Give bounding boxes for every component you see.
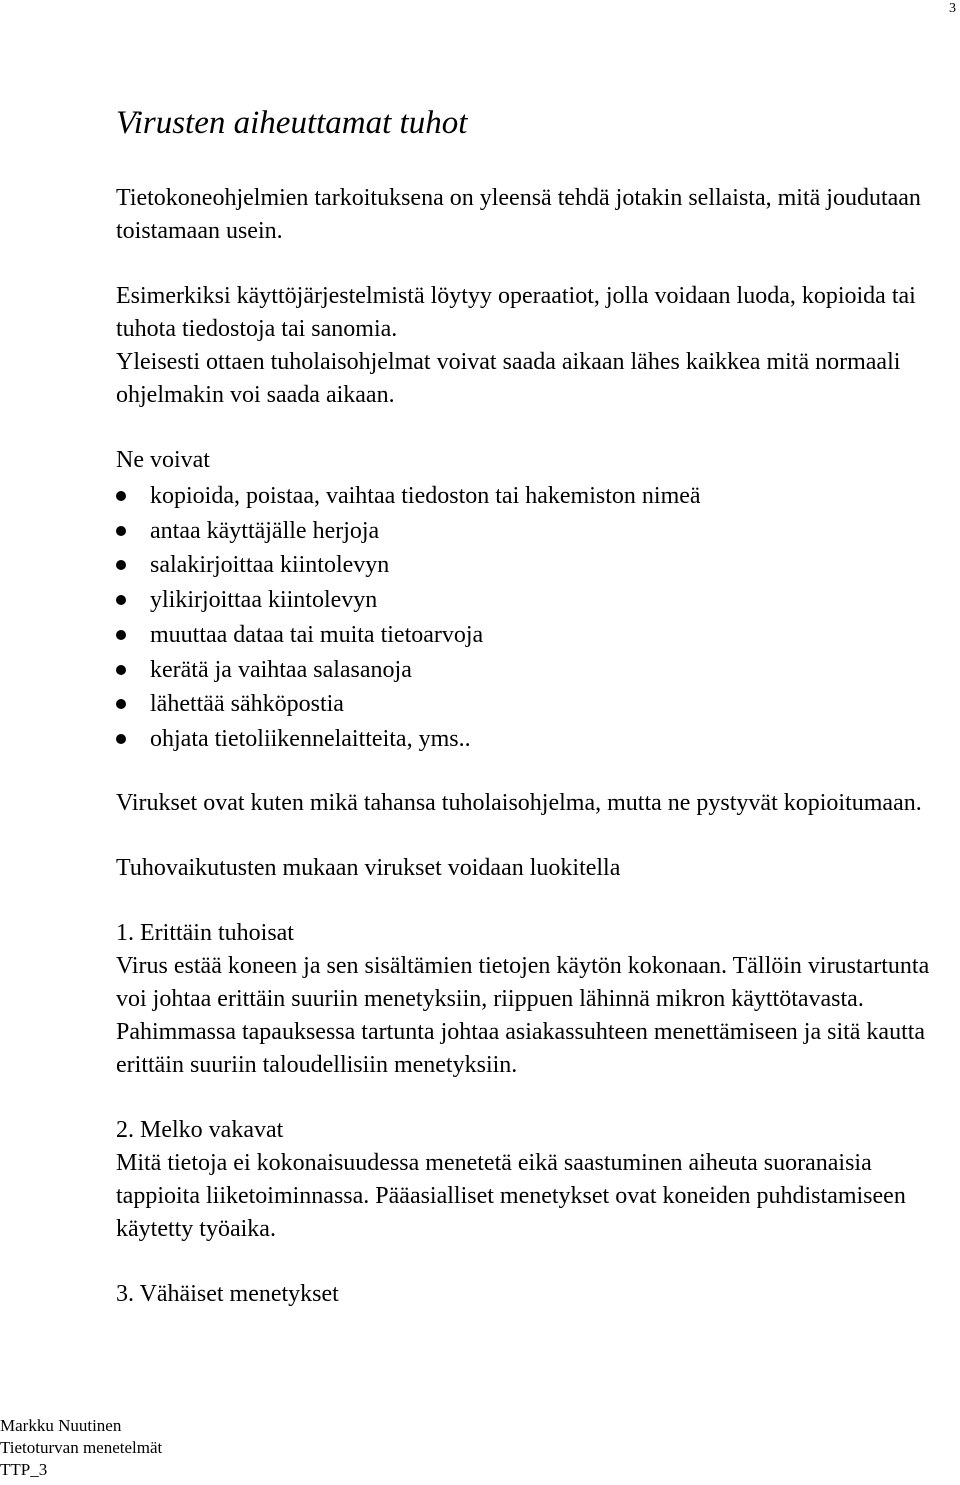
page-number: 3 [949,1,956,16]
class2-heading: 2. Melko vakavat [116,1116,284,1143]
bullet-icon [116,526,126,536]
bullet-icon [116,560,126,570]
list-item: kerätä ja vaihtaa salasanoja [116,653,946,688]
list-item: ohjata tietoliikennelaitteita, yms.. [116,722,946,757]
bullet-icon [116,491,126,501]
list-item: antaa käyttäjälle herjoja [116,514,946,549]
list-intro: Ne voivat [116,447,210,473]
footer-author: Markku Nuutinen [0,1416,122,1435]
bullet-icon [116,630,126,640]
bullet-icon [116,699,126,709]
list-item: lähettää sähköpostia [116,687,946,722]
bullet-icon [116,734,126,744]
class2-text: Mitä tietoja ei kokonaisuudessa menetetä eikä saastuminen aiheuta suoranaisia tappioita liiketoiminnassa. Pääasialliset menetykset ovat koneiden puhdistamiseen käytetty työaika. [116,1149,906,1242]
paragraph-viruses: Virukset ovat kuten mikä tahansa tuholaisohjelma, mutta ne pystyvät kopioitumaan. [116,789,922,816]
paragraph-examples: Esimerkiksi käyttöjärjestelmistä löytyy operaatiot, jolla voidaan luoda, kopioida tai tuhota tiedostoja tai sanomia. [116,283,916,342]
page-footer [0,1415,162,1481]
paragraph-intro: Tietokoneohjelmien tarkoituksena on yleensä tehdä jotakin sellaista, mitä joudutaan toistamaan usein. [116,185,921,244]
document-body [116,102,946,1311]
paragraph-general: Yleisesti ottaen tuholaisohjelmat voivat saada aikaan lähes kaikkea mitä normaali ohjelmakin voi saada aikaan. [116,349,901,408]
class1-text: Virus estää koneen ja sen sisältämien tietojen käytön kokonaan. Tällöin virustartunta voi johtaa erittäin suuriin menetyksiin, riippuen lähinnä mikron käyttötavasta. Pahimmassa tapauksessa tartunta johtaa asiakassuhteen menettämiseen ja sitä kautta erittäin suuriin taloudellisiin menetyksiin. [116,952,930,1078]
capabilities-list [116,479,946,757]
list-item: ylikirjoittaa kiintolevyn [116,583,946,618]
bullet-icon [116,595,126,605]
class1-heading: 1. Erittäin tuhoisat [116,919,294,946]
page-title: Virusten aiheuttamat tuhot [116,105,468,141]
paragraph-classification: Tuhovaikutusten mukaan virukset voidaan luokitella [116,854,621,881]
footer-code: TTP_3 [0,1460,48,1479]
bullet-icon [116,665,126,675]
footer-course: Tietoturvan menetelmät [0,1438,163,1457]
class3-heading: 3. Vähäiset menetykset [116,1280,339,1307]
list-item: muuttaa dataa tai muita tietoarvoja [116,618,946,653]
list-item: salakirjoittaa kiintolevyn [116,548,946,583]
list-item: kopioida, poistaa, vaihtaa tiedoston tai hakemiston nimeä [116,479,946,514]
